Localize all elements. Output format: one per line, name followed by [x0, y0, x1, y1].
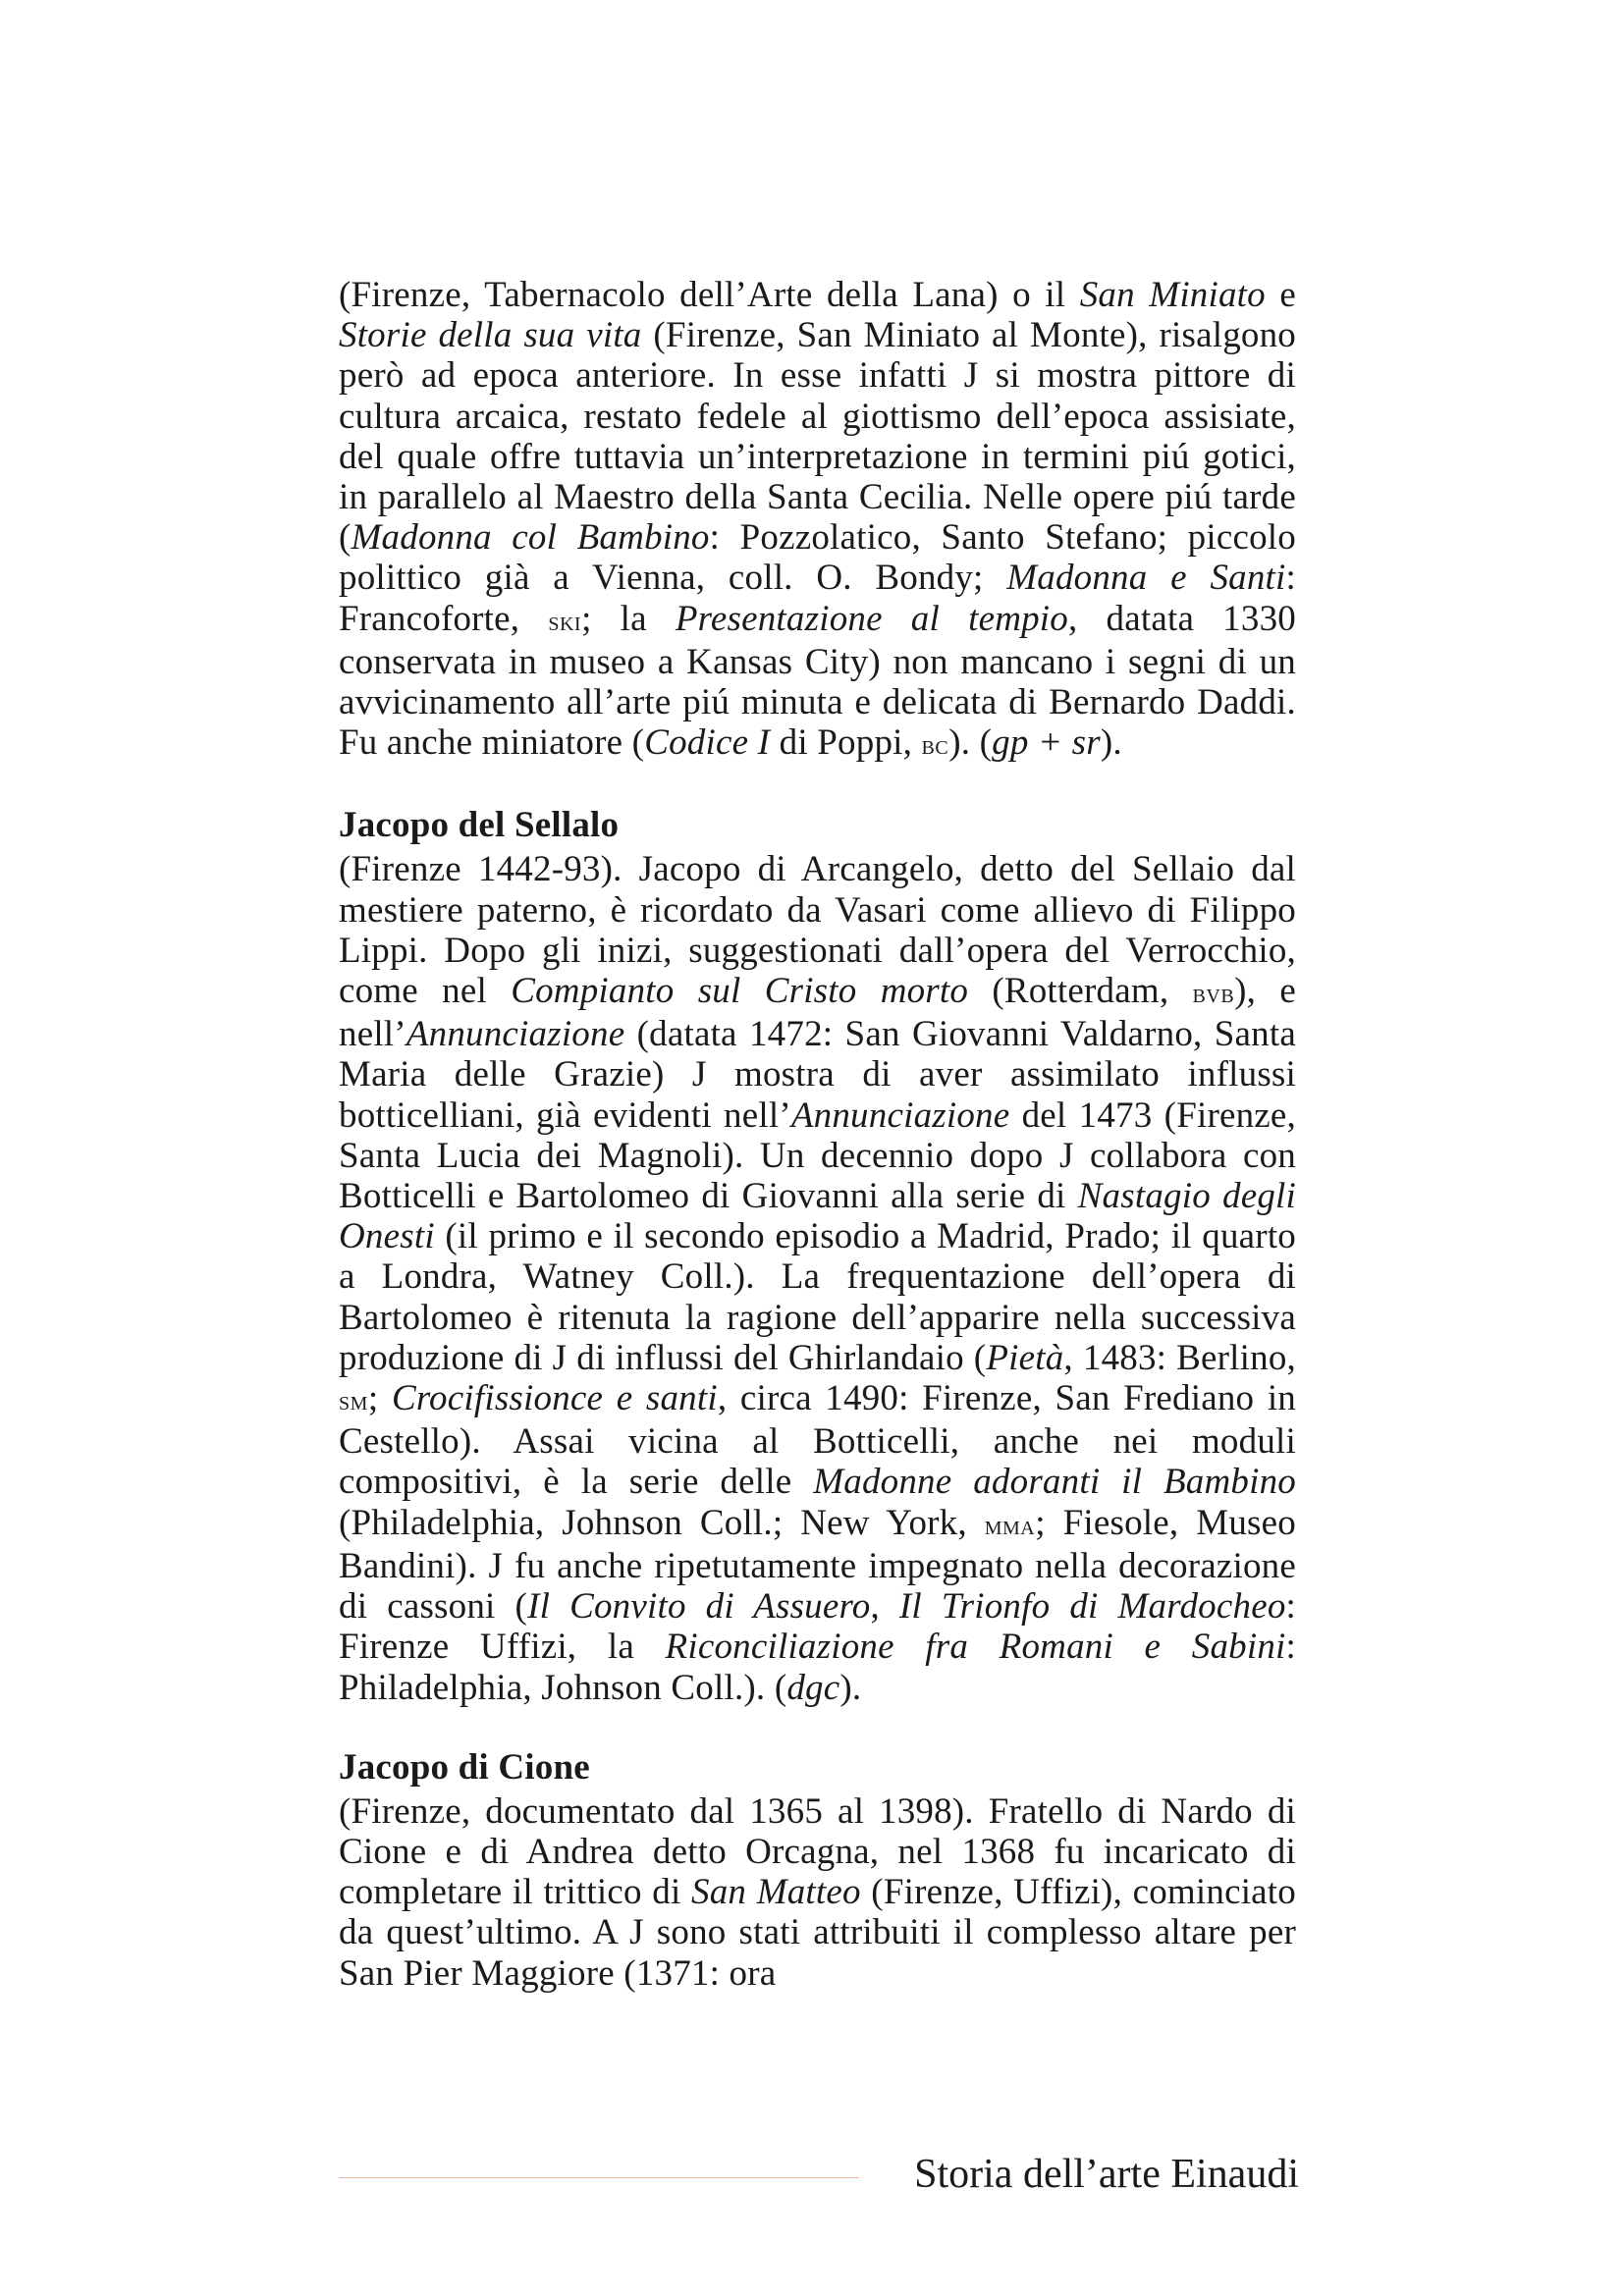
italic-text: Madonna col Bambino	[351, 517, 710, 559]
small-caps-abbreviation: sm	[339, 1385, 368, 1417]
italic-text: Annunciazione	[790, 1095, 1010, 1136]
entry-jacopo-di-cione	[339, 1746, 1296, 1994]
italic-text: gp + sr	[992, 722, 1101, 764]
footer-rule	[339, 2177, 859, 2178]
small-caps-abbreviation: ski	[548, 605, 582, 637]
entry-body: (Firenze 1442-93). Jacopo di Arcangelo, detto del Sellaio dal mestiere paterno, è ricordato da Vasari come allievo di Filippo Lippi. Dopo gli inizi, suggestionati dall’opera del Verrocchio, come nel Compianto sul Cristo morto (Rotterdam, bvb), e nell’Annunciazione (datata 1472: San Giovanni Valdarno, Santa Maria delle Grazie) J mostra di aver assimilato influssi botticelliani, già evidenti nell’Annunciazione del 1473 (Firenze, Santa Lucia dei Magnoli). Un decennio dopo J collabora con Botticelli e Bartolomeo di Giovanni alla serie di Nastagio degli Onesti (il primo e il secondo episodio a Madrid, Prado; il quarto a Londra, Watney Coll.). La frequentazione dell’opera di Bartolomeo è ritenuta la ragione dell’apparire nella successiva produzione di J di influssi del Ghirlandaio (Pietà, 1483: Berlino, sm; Crocifissionce e santi, circa 1490: Firenze, San Frediano in Cestello). Assai vicina al Botticelli, anche nei moduli compositivi, è la serie delle Madonne adoranti il Bambino (Philadelphia, Johnson Coll.; New York, mma; Fiesole, Museo Bandini). J fu anche ripetutamente impegnato nella decorazione di cassoni (Il Convito di Assuero, Il Trionfo di Mardocheo: Firenze Uffizi, la Riconciliazione fra Romani e Sabini: Philadelphia, Johnson Coll.). (dgc).	[339, 849, 1297, 1708]
entry-jacopo-del-sellalo	[339, 804, 1296, 1707]
italic-text: Codice I	[644, 722, 771, 764]
italic-text: Compianto sul Cristo morto	[511, 971, 969, 1012]
italic-text: Madonne adoranti il Bambino	[813, 1462, 1297, 1503]
italic-text: Madonna e Santi	[1006, 558, 1286, 599]
entry-body: (Firenze, documentato dal 1365 al 1398). Fratello di Nardo di Cione e di Andrea detto Orcagna, nel 1368 fu incaricato di completare il trittico di San Matteo (Firenze, Uffizi), cominciato da quest’ultimo. A J sono stati attribuiti il complesso altare per San Pier Maggiore (1371: ora	[339, 1790, 1296, 1994]
italic-text: Crocifissionce e santi	[391, 1378, 718, 1419]
italic-text: Riconciliazione fra Romani e Sabini	[665, 1627, 1286, 1668]
italic-text: San Miniato	[1079, 275, 1266, 315]
italic-text: Presentazione al tempio	[675, 598, 1068, 639]
italic-text: dgc	[786, 1667, 840, 1708]
italic-text: Il Convito di Assuero	[527, 1586, 871, 1628]
italic-text: Pietà	[986, 1337, 1064, 1378]
entry-heading: Jacopo del Sellalo	[339, 805, 620, 846]
small-caps-abbreviation: mma	[984, 1509, 1036, 1541]
text-column	[339, 275, 1296, 1994]
italic-text: Storie della sua vita	[339, 315, 642, 356]
footer-title: Storia dell’arte Einaudi	[914, 2152, 1299, 2197]
entry-heading: Jacopo di Cione	[339, 1746, 590, 1788]
small-caps-abbreviation: bc	[921, 729, 949, 762]
italic-text: San Matteo	[691, 1872, 861, 1913]
italic-text: Il Trionfo di Mardocheo	[898, 1586, 1286, 1628]
continuation-paragraph: (Firenze, Tabernacolo dell’Arte della Lana) o il San Miniato e Storie della sua vita (Firenze, San Miniato al Monte), risalgono però ad epoca anteriore. In esse infatti J si mostra pittore di cultura arcaica, restato fedele al giottismo dell’epoca assisiate, del quale offre tuttavia un’interpretazione in termini piú gotici, in parallelo al Maestro della Santa Cecilia. Nelle opere piú tarde (Madonna col Bambino: Pozzolatico, Santo Stefano; piccolo polittico già a Vienna, coll. O. Bondy; Madonna e Santi: Francoforte, ski; la Presentazione al tempio, datata 1330 conservata in museo a Kansas City) non mancano i segni di un avvicinamento all’arte piú minuta e delicata di Bernardo Daddi. Fu anche miniatore (Codice I di Poppi, bc). (gp + sr).	[339, 275, 1296, 764]
italic-text: Annunciazione	[406, 1014, 625, 1055]
italic-text: Nastagio degli Onesti	[339, 1176, 1296, 1257]
small-caps-abbreviation: bvb	[1192, 978, 1235, 1010]
